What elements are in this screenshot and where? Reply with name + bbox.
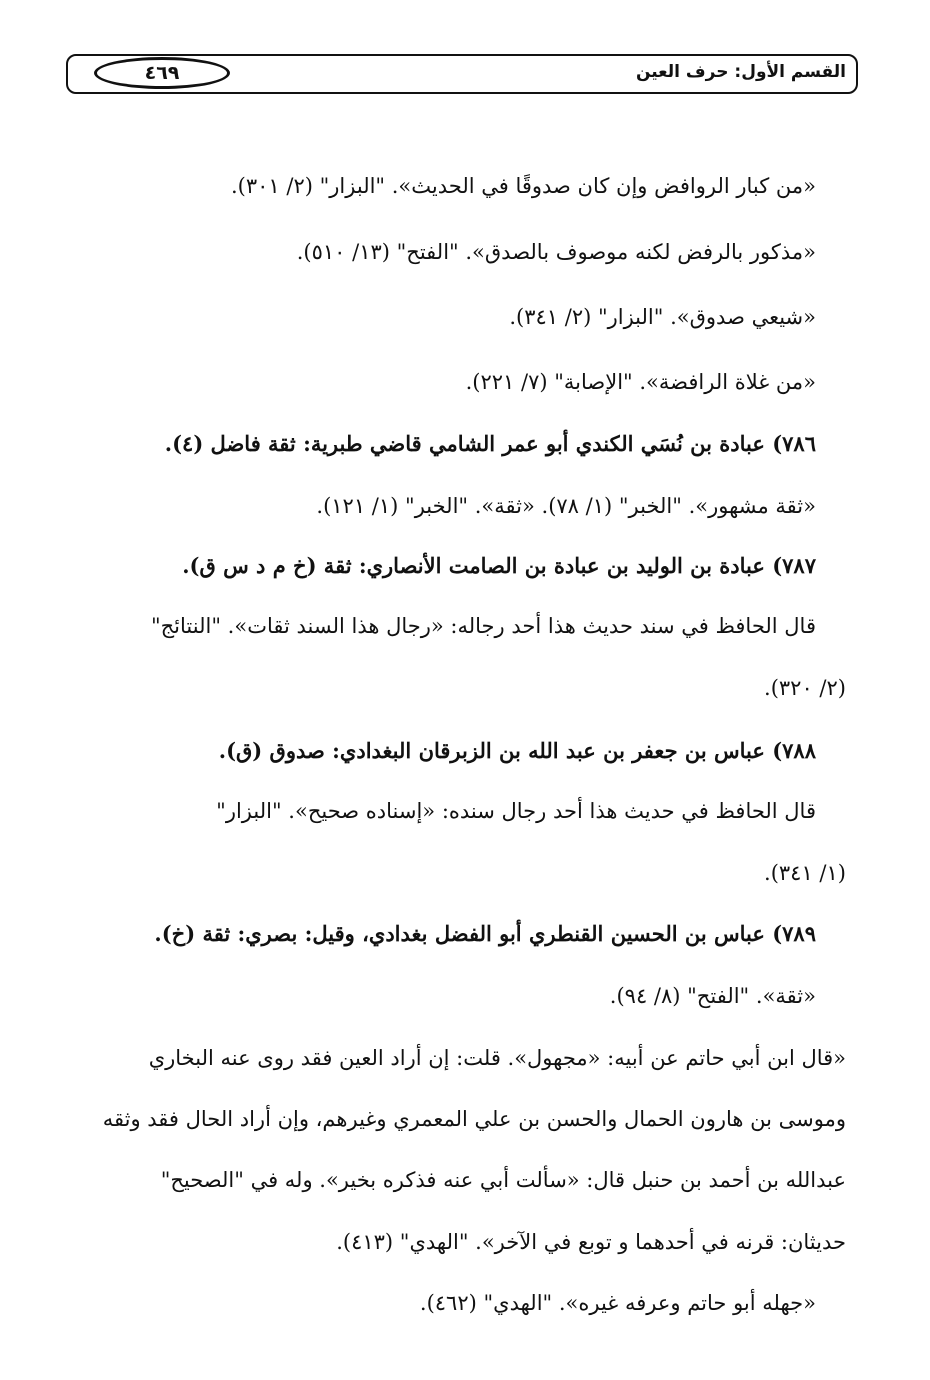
text-line: «ثقة مشهور». "الخبر" (١/ ٧٨). «ثقة». "الخبر" (١/ ١٢١).	[316, 494, 816, 518]
text-line: «جهله أبو حاتم وعرفه غيره». "الهدي" (٤٦٢).	[419, 1291, 816, 1315]
entry-heading-786: ٧٨٦) عبادة بن نُسَي الكندي أبو عمر الشامي قاضي طبرية: ثقة فاضل (٤).	[164, 431, 816, 456]
page-header	[66, 54, 858, 94]
text-line: «قال ابن أبي حاتم عن أبيه: «مجهول». قلت: إن أراد العين فقد روى عنه البخاري	[148, 1046, 846, 1070]
entry-heading-788: ٧٨٨) عباس بن جعفر بن عبد الله بن الزبرقان البغدادي: صدوق (ق).	[218, 738, 816, 763]
entry-heading-789: ٧٨٩) عباس بن الحسين القنطري أبو الفضل بغدادي، وقيل: بصري: ثقة (خ).	[154, 921, 816, 946]
text-line: قال الحافظ في سند حديث هذا أحد رجاله: «رجال هذا السند ثقات». "النتائج"	[150, 614, 816, 638]
text-line: «مذكور بالرفض لكنه موصوف بالصدق». "الفتح" (١٣/ ٥١٠).	[296, 240, 816, 264]
entry-heading-787: ٧٨٧) عبادة بن الوليد بن عبادة بن الصامت الأنصاري: ثقة (خ م د س ق).	[182, 553, 816, 578]
text-line: وموسى بن هارون الحمال والحسن بن علي المعمري وغيرهم، وإن أراد الحال فقد وثقه	[102, 1107, 846, 1131]
text-line: «من كبار الروافض وإن كان صدوقًا في الحديث». "البزار" (٢/ ٣٠١).	[231, 174, 816, 198]
text-line: «شيعي صدوق». "البزار" (٢/ ٣٤١).	[509, 305, 816, 329]
text-line: (١/ ٣٤١).	[764, 861, 846, 885]
text-line: (٢/ ٣٢٠).	[764, 676, 846, 700]
page-number: ٤٦٩	[94, 57, 230, 89]
section-title: القسم الأول: حرف العين	[635, 62, 846, 82]
text-line: «من غلاة الرافضة». "الإصابة" (٧/ ٢٢١).	[465, 370, 816, 394]
text-line: عبدالله بن أحمد بن حنبل قال: «سألت أبي عنه فذكره بخير». وله في "الصحيح"	[160, 1168, 846, 1192]
text-line: «ثقة». "الفتح" (٨/ ٩٤).	[609, 984, 816, 1008]
text-line: حديثان: قرنه في أحدهما و توبع في الآخر». "الهدي" (٤١٣).	[336, 1230, 846, 1254]
text-line: قال الحافظ في حديث هذا أحد رجال سنده: «إسناده صحيح». "البزار"	[216, 799, 816, 823]
